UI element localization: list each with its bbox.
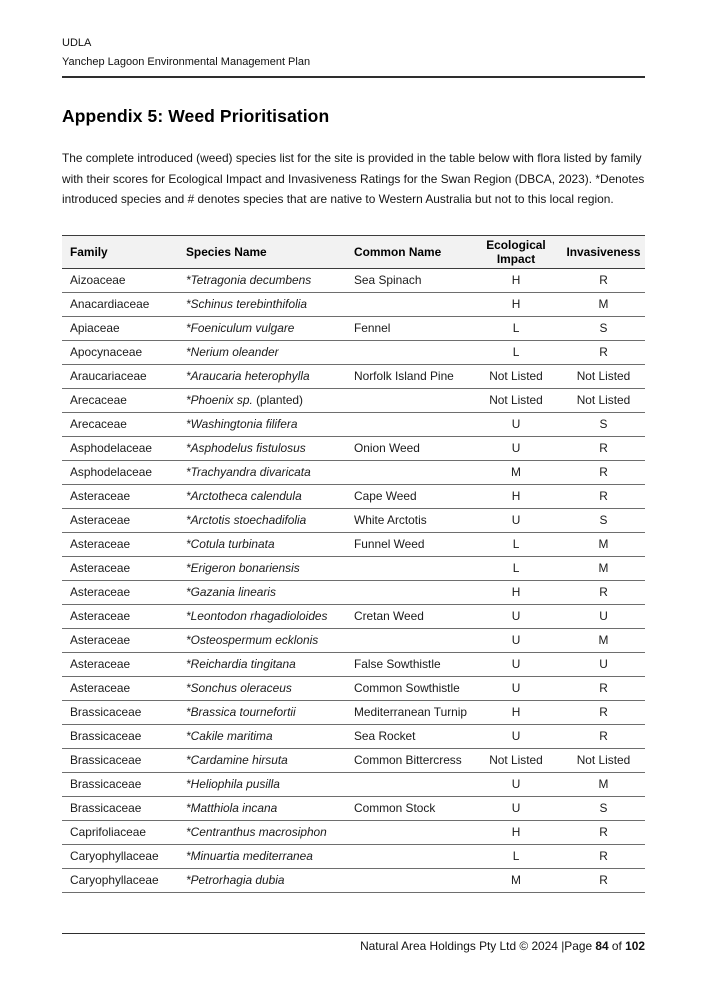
cell-species: *Minuartia mediterranea xyxy=(178,844,346,868)
cell-impact: U xyxy=(470,508,562,532)
cell-family: Asteraceae xyxy=(62,628,178,652)
document-header xyxy=(62,0,645,72)
cell-impact: U xyxy=(470,724,562,748)
cell-impact: H xyxy=(470,580,562,604)
cell-species: *Washingtonia filifera xyxy=(178,412,346,436)
cell-common: Sea Rocket xyxy=(346,724,470,748)
cell-family: Asteraceae xyxy=(62,604,178,628)
cell-invasiveness: S xyxy=(562,796,645,820)
table-row xyxy=(62,700,645,724)
cell-invasiveness: Not Listed xyxy=(562,748,645,772)
cell-impact: U xyxy=(470,628,562,652)
cell-common: Fennel xyxy=(346,316,470,340)
cell-family: Brassicaceae xyxy=(62,724,178,748)
cell-species: *Petrorhagia dubia xyxy=(178,868,346,892)
cell-invasiveness: M xyxy=(562,628,645,652)
cell-impact: M xyxy=(470,460,562,484)
cell-common xyxy=(346,772,470,796)
cell-impact: L xyxy=(470,556,562,580)
table-row xyxy=(62,532,645,556)
table-row xyxy=(62,484,645,508)
table-row xyxy=(62,820,645,844)
table-row xyxy=(62,436,645,460)
cell-family: Arecaceae xyxy=(62,388,178,412)
cell-invasiveness: R xyxy=(562,484,645,508)
cell-common xyxy=(346,844,470,868)
cell-family: Brassicaceae xyxy=(62,700,178,724)
table-header-row xyxy=(62,235,645,268)
col-header-invasiveness: Invasiveness xyxy=(562,235,645,268)
footer-page-number: 84 xyxy=(595,939,609,953)
cell-invasiveness: R xyxy=(562,580,645,604)
cell-invasiveness: Not Listed xyxy=(562,364,645,388)
cell-common: Funnel Weed xyxy=(346,532,470,556)
cell-invasiveness: U xyxy=(562,604,645,628)
cell-impact: Not Listed xyxy=(470,388,562,412)
cell-invasiveness: S xyxy=(562,412,645,436)
cell-invasiveness: R xyxy=(562,700,645,724)
cell-common xyxy=(346,340,470,364)
cell-common xyxy=(346,628,470,652)
cell-invasiveness: S xyxy=(562,316,645,340)
cell-family: Asteraceae xyxy=(62,580,178,604)
table-row xyxy=(62,460,645,484)
table-row xyxy=(62,580,645,604)
cell-family: Asteraceae xyxy=(62,676,178,700)
cell-invasiveness: R xyxy=(562,844,645,868)
cell-species: *Trachyandra divaricata xyxy=(178,460,346,484)
cell-family: Asteraceae xyxy=(62,652,178,676)
cell-common: White Arctotis xyxy=(346,508,470,532)
cell-family: Apocynaceae xyxy=(62,340,178,364)
table-row xyxy=(62,844,645,868)
cell-common xyxy=(346,388,470,412)
cell-common: Cretan Weed xyxy=(346,604,470,628)
cell-impact: Not Listed xyxy=(470,364,562,388)
table-row xyxy=(62,796,645,820)
table-row xyxy=(62,340,645,364)
cell-family: Asteraceae xyxy=(62,484,178,508)
cell-impact: H xyxy=(470,700,562,724)
cell-impact: L xyxy=(470,316,562,340)
org-name: UDLA xyxy=(62,37,92,49)
cell-impact: U xyxy=(470,436,562,460)
table-row xyxy=(62,388,645,412)
cell-invasiveness: R xyxy=(562,436,645,460)
cell-family: Aizoaceae xyxy=(62,268,178,292)
cell-species: *Asphodelus fistulosus xyxy=(178,436,346,460)
table-row xyxy=(62,628,645,652)
cell-family: Asteraceae xyxy=(62,532,178,556)
cell-impact: U xyxy=(470,796,562,820)
cell-impact: H xyxy=(470,484,562,508)
cell-family: Brassicaceae xyxy=(62,772,178,796)
cell-species: *Osteospermum ecklonis xyxy=(178,628,346,652)
cell-species: *Brassica tournefortii xyxy=(178,700,346,724)
cell-family: Asteraceae xyxy=(62,556,178,580)
col-header-species-name: Species Name xyxy=(178,235,346,268)
footer-text: Natural Area Holdings Pty Ltd © 2024 |Page xyxy=(360,939,593,953)
table-row xyxy=(62,604,645,628)
cell-invasiveness: R xyxy=(562,340,645,364)
cell-invasiveness: R xyxy=(562,460,645,484)
cell-common: Common Bittercress xyxy=(346,748,470,772)
species-table-body xyxy=(62,268,645,892)
cell-species: *Araucaria heterophylla xyxy=(178,364,346,388)
cell-impact: U xyxy=(470,604,562,628)
table-row xyxy=(62,412,645,436)
cell-invasiveness: R xyxy=(562,868,645,892)
table-row xyxy=(62,868,645,892)
cell-family: Caryophyllaceae xyxy=(62,868,178,892)
cell-impact: Not Listed xyxy=(470,748,562,772)
table-row xyxy=(62,772,645,796)
cell-impact: U xyxy=(470,772,562,796)
table-row xyxy=(62,676,645,700)
cell-common: Common Sowthistle xyxy=(346,676,470,700)
cell-species: *Arctotheca calendula xyxy=(178,484,346,508)
col-header-ecological-impact: Ecological Impact xyxy=(470,235,562,268)
cell-impact: M xyxy=(470,868,562,892)
cell-species: *Sonchus oleraceus xyxy=(178,676,346,700)
cell-family: Arecaceae xyxy=(62,412,178,436)
cell-species: *Matthiola incana xyxy=(178,796,346,820)
cell-invasiveness: M xyxy=(562,532,645,556)
cell-species: *Gazania linearis xyxy=(178,580,346,604)
document-title: Yanchep Lagoon Environmental Management Plan xyxy=(62,56,311,68)
cell-family: Asphodelaceae xyxy=(62,460,178,484)
cell-invasiveness: R xyxy=(562,676,645,700)
cell-common xyxy=(346,868,470,892)
cell-common xyxy=(346,580,470,604)
cell-impact: U xyxy=(470,412,562,436)
cell-common: Common Stock xyxy=(346,796,470,820)
cell-family: Asphodelaceae xyxy=(62,436,178,460)
cell-common xyxy=(346,556,470,580)
weed-prioritisation-table xyxy=(62,235,645,893)
cell-species: *Foeniculum vulgare xyxy=(178,316,346,340)
cell-impact: L xyxy=(470,844,562,868)
cell-species: *Heliophila pusilla xyxy=(178,772,346,796)
cell-species: *Centranthus macrosiphon xyxy=(178,820,346,844)
table-row xyxy=(62,652,645,676)
cell-species: *Cardamine hirsuta xyxy=(178,748,346,772)
cell-impact: H xyxy=(470,268,562,292)
cell-family: Brassicaceae xyxy=(62,748,178,772)
cell-invasiveness: S xyxy=(562,508,645,532)
cell-invasiveness: M xyxy=(562,556,645,580)
cell-family: Araucariaceae xyxy=(62,364,178,388)
table-row xyxy=(62,316,645,340)
cell-family: Caryophyllaceae xyxy=(62,844,178,868)
cell-invasiveness: R xyxy=(562,820,645,844)
cell-common xyxy=(346,292,470,316)
cell-species: *Schinus terebinthifolia xyxy=(178,292,346,316)
cell-species: *Erigeron bonariensis xyxy=(178,556,346,580)
cell-common: Norfolk Island Pine xyxy=(346,364,470,388)
cell-impact: U xyxy=(470,676,562,700)
cell-invasiveness: M xyxy=(562,772,645,796)
table-row xyxy=(62,292,645,316)
table-row xyxy=(62,748,645,772)
cell-family: Anacardiaceae xyxy=(62,292,178,316)
cell-common: False Sowthistle xyxy=(346,652,470,676)
cell-species: *Cakile maritima xyxy=(178,724,346,748)
cell-common: Onion Weed xyxy=(346,436,470,460)
cell-invasiveness: U xyxy=(562,652,645,676)
cell-impact: H xyxy=(470,820,562,844)
header-divider xyxy=(62,76,645,78)
table-row xyxy=(62,364,645,388)
cell-family: Asteraceae xyxy=(62,508,178,532)
cell-species: *Phoenix sp. (planted) xyxy=(178,388,346,412)
cell-species: *Leontodon rhagadioloides xyxy=(178,604,346,628)
cell-invasiveness: R xyxy=(562,268,645,292)
cell-impact: L xyxy=(470,340,562,364)
footer-of-word: of xyxy=(611,939,622,953)
cell-invasiveness: R xyxy=(562,724,645,748)
cell-species: *Cotula turbinata xyxy=(178,532,346,556)
cell-impact: L xyxy=(470,532,562,556)
cell-family: Caprifoliaceae xyxy=(62,820,178,844)
cell-invasiveness: Not Listed xyxy=(562,388,645,412)
cell-common xyxy=(346,460,470,484)
col-header-family: Family xyxy=(62,235,178,268)
table-row xyxy=(62,724,645,748)
cell-impact: U xyxy=(470,652,562,676)
footer-total-pages: 102 xyxy=(625,939,645,953)
cell-impact: H xyxy=(470,292,562,316)
cell-common xyxy=(346,412,470,436)
cell-family: Brassicaceae xyxy=(62,796,178,820)
page-title: Appendix 5: Weed Prioritisation xyxy=(62,106,330,126)
table-row xyxy=(62,556,645,580)
cell-species: *Tetragonia decumbens xyxy=(178,268,346,292)
cell-common xyxy=(346,820,470,844)
cell-species: *Arctotis stoechadifolia xyxy=(178,508,346,532)
cell-family: Apiaceae xyxy=(62,316,178,340)
cell-invasiveness: M xyxy=(562,292,645,316)
table-row xyxy=(62,268,645,292)
cell-common: Sea Spinach xyxy=(346,268,470,292)
table-row xyxy=(62,508,645,532)
col-header-common-name: Common Name xyxy=(346,235,470,268)
page-content xyxy=(62,0,645,893)
cell-species: *Nerium oleander xyxy=(178,340,346,364)
intro-paragraph: The complete introduced (weed) species list for the site is provided in the table below with flora listed by family with their scores for Ecological Impact and Invasiveness Ratings for the Swan Region (DBCA, 2023). *Denotes introduced species and # denotes species that are native to Western Australia but not to this local region. xyxy=(62,151,645,207)
cell-common: Mediterranean Turnip xyxy=(346,700,470,724)
cell-species: *Reichardia tingitana xyxy=(178,652,346,676)
page-footer xyxy=(62,933,645,953)
cell-common: Cape Weed xyxy=(346,484,470,508)
